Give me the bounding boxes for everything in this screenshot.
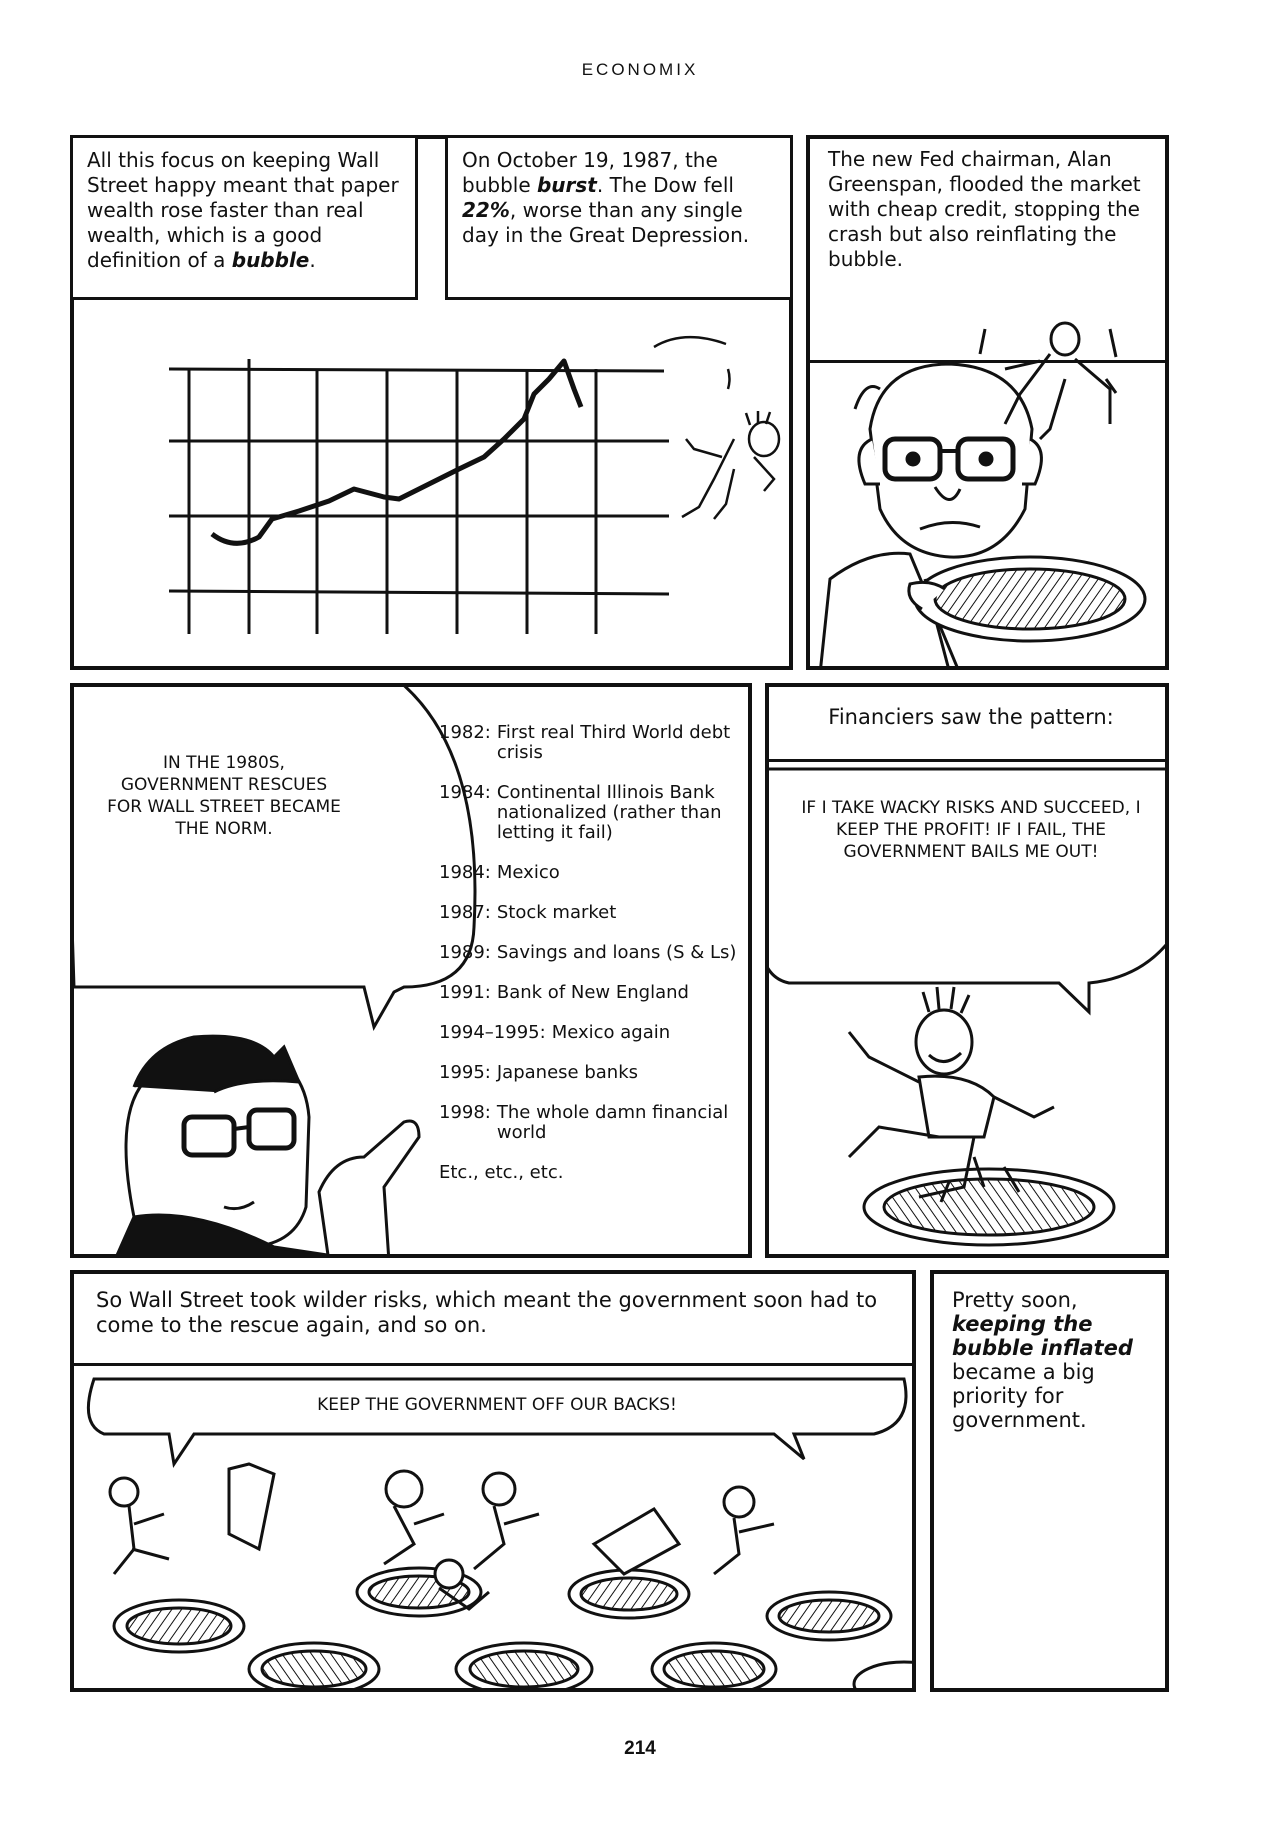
panel-rescues-timeline [70,683,752,1258]
caption-keeping-bubble-inflated [930,1270,1169,1692]
emphasis-text: keeping the bubble inflated [952,1312,1133,1360]
caption-bubble-definition [70,135,418,300]
timeline-item [439,723,749,763]
caption-segment: became a big priority for government. [952,1360,1095,1432]
caption-pattern: Financiers saw the pattern: [769,687,1169,762]
caption-segment: Pretty soon, [952,1288,1078,1312]
timeline-year: 1984: [439,862,491,883]
timeline-item [439,783,749,843]
panel-financier-pattern [765,683,1169,1258]
timeline-year: 1998: [439,1102,491,1123]
caption-text [952,1288,1133,1432]
timeline-item [439,1063,749,1083]
timeline-event: Bank of New England [496,982,689,1003]
timeline-event: Mexico [496,862,560,883]
greenspan-illustration [810,139,1169,670]
timeline-item [439,943,749,963]
timeline-item [439,1023,749,1043]
timeline-year: 1995: [439,1062,491,1083]
timeline-item [439,903,749,923]
panel-wilder-risks [70,1270,916,1692]
timeline-item [439,863,749,883]
caption-wilder-risks: So Wall Street took wilder risks, which meant the government soon had to come to the rescue again, and so on. [74,1274,916,1366]
timeline-event: Savings and loans (S & Ls) [496,942,737,963]
financier-illustration [769,687,1169,1258]
caption-text [462,148,749,247]
timeline-event: First real Third World debt crisis [496,722,731,763]
caption-segment: , worse than any single day in the Great Depression. [462,198,750,247]
caption-text [87,148,399,272]
timeline-end: Etc., etc., etc. [439,1162,564,1183]
caption-crash-1987 [445,135,793,300]
panel-greenspan [806,135,1169,670]
page-number: 214 [624,1738,656,1759]
emphasis-text: 22% [462,198,510,222]
timeline-event: The whole damn financial world [496,1102,729,1143]
timeline-year: 1989: [439,942,491,963]
timeline-event: Continental Illinois Bank nationalized (rather than letting it fail) [496,782,722,843]
financier-speech-bubble: IF I TAKE WACKY RISKS AND SUCCEED, I KEEP THE PROFIT! IF I FAIL, THE GOVERNMENT BAILS ME OUT! [801,798,1141,862]
caption-segment: All this focus on keeping Wall Street happy meant that paper wealth rose faster than real wealth, which is a good definition of a [87,148,399,272]
timeline-event: Mexico again [551,1022,671,1043]
timeline-year: 1994–1995: [439,1022,546,1043]
caption-segment: On October 19, 1987, the bubble [462,148,718,197]
emphasis-text: burst [536,173,597,197]
timeline-year: 1987: [439,902,491,923]
caption-segment: . The Dow fell [596,173,734,197]
rescue-timeline-list [439,723,749,1183]
timeline-year: 1984: [439,782,491,803]
running-header: ECONOMIX [581,60,699,79]
timeline-item [439,1103,749,1143]
crowd-speech-bubble: KEEP THE GOVERNMENT OFF OUR BACKS! [317,1395,677,1415]
caption-segment: . [309,248,316,272]
timeline-item [439,983,749,1003]
timeline-event: Japanese banks [496,1062,638,1083]
emphasis-text: bubble [231,248,310,272]
bouncing-financiers-illustration [74,1274,916,1692]
timeline-year: 1991: [439,982,491,1003]
caption-text: The new Fed chairman, Alan Greenspan, flooded the market with cheap credit, stopping the crash but also reinflating the bubble. [828,147,1141,271]
narrator-speech-bubble: IN THE 1980S, GOVERNMENT RESCUES FOR WALL STREET BECAME THE NORM. [107,753,341,839]
timeline-year: 1982: [439,722,491,743]
timeline-event: Stock market [496,902,617,923]
